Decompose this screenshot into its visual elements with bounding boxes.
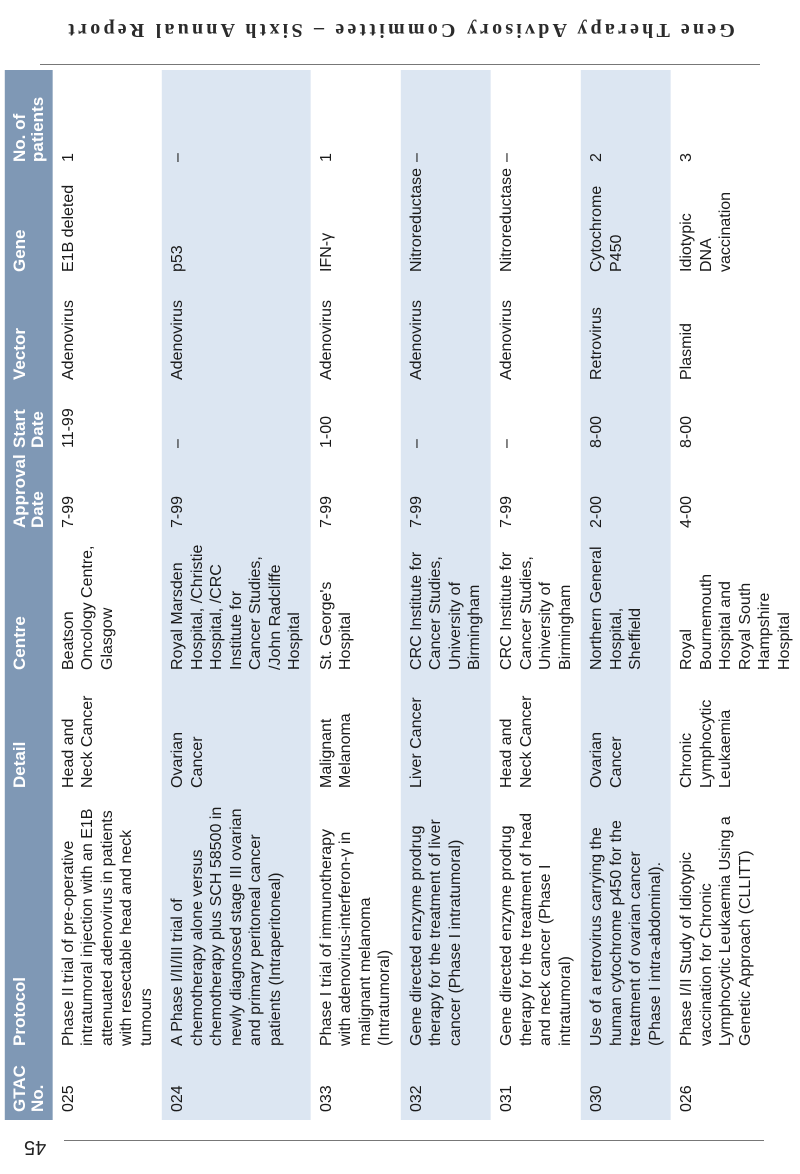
cell-start-date: 8-00 <box>671 388 800 456</box>
cell-protocol: A Phase I/II/III trial of chemotherapy alone versus chemotherapy plus SCH 58500 in newly diagnosed stage III ovarian and primary peritoneal cancer patients (Intraperitoneal) <box>162 796 311 1054</box>
cell-centre: CRC Institute for Cancer Studies, University of Birmingham <box>491 536 581 678</box>
cell-vector: Adenovirus <box>311 280 401 388</box>
header-start-date: Start Date <box>5 388 53 456</box>
cell-gene: Cytochrome P450 <box>581 170 671 280</box>
cell-protocol: Phase I/II Study of Idiotypic vaccination for Chronic Lymphocytic Leukaemia Using a Genetic Approach (CLLITT) <box>671 796 800 1054</box>
table-row <box>401 70 491 1120</box>
cell-detail: Malignant Melanoma <box>311 678 401 796</box>
cell-patients: 3 <box>671 70 800 170</box>
page-number: 45 <box>24 1136 47 1158</box>
cell-detail: Head and Neck Cancer <box>491 678 581 796</box>
cell-gtac-no: 024 <box>162 1054 311 1120</box>
header-patients: No. of patients <box>5 70 53 170</box>
cell-approval-date: 7-99 <box>52 456 162 536</box>
cell-approval-date: 7-99 <box>491 456 581 536</box>
cell-vector: Adenovirus <box>52 280 162 388</box>
cell-gtac-no: 025 <box>52 1054 162 1120</box>
cell-approval-date: 7-99 <box>162 456 311 536</box>
cell-start-date: – <box>401 388 491 456</box>
cell-detail: Ovarian Cancer <box>162 678 311 796</box>
cell-centre: Beatson Oncology Centre, Glasgow <box>52 536 162 678</box>
table-container <box>9 70 800 1120</box>
header-divider <box>40 64 760 65</box>
table-row <box>162 70 311 1120</box>
table-row <box>671 70 800 1120</box>
header-gtac-no: GTAC No. <box>5 1054 53 1120</box>
cell-centre: Northern General Hospital, Sheffield <box>581 536 671 678</box>
cell-gtac-no: 033 <box>311 1054 401 1120</box>
header-protocol: Protocol <box>5 796 53 1054</box>
cell-gene: IFN-γ <box>311 170 401 280</box>
cell-centre: St. George's Hospital <box>311 536 401 678</box>
cell-approval-date: 2-00 <box>581 456 671 536</box>
cell-gene: E1B deleted <box>52 170 162 280</box>
cell-detail: Chronic Lymphocytic Leukaemia <box>671 678 800 796</box>
running-header-text: Gene Therapy Advisory Committee – Sixth Annual Report <box>65 19 735 42</box>
header-approval-date: Approval Date <box>5 456 53 536</box>
cell-gene: p53 <box>162 170 311 280</box>
cell-centre: Royal Bournemouth Hospital and Royal South Hampshire Hospital <box>671 536 800 678</box>
running-header <box>0 0 800 60</box>
cell-approval-date: 7-99 <box>311 456 401 536</box>
cell-patients: 2 <box>581 70 671 170</box>
cell-vector: Adenovirus <box>401 280 491 388</box>
cell-patients: 1 <box>311 70 401 170</box>
cell-gtac-no: 026 <box>671 1054 800 1120</box>
cell-centre: Royal Marsden Hospital, /Christie Hospital, /CRC Institute for Cancer Studies, /John Radcliffe Hospital <box>162 536 311 678</box>
cell-vector: Plasmid <box>671 280 800 388</box>
cell-detail: Ovarian Cancer <box>581 678 671 796</box>
cell-protocol: Use of a retrovirus carrying the human cytochrome p450 for the treatment of ovarian cancer (Phase I intra-abdominal). <box>581 796 671 1054</box>
header-vector: Vector <box>5 280 53 388</box>
cell-gene: Idiotypic DNA vaccination <box>671 170 800 280</box>
cell-approval-date: 7-99 <box>401 456 491 536</box>
cell-gtac-no: 031 <box>491 1054 581 1120</box>
table-row <box>311 70 401 1120</box>
cell-protocol: Phase II trial of pre-operative intratumoral injection with an E1B attenuated adenovirus in patients with resectable head and neck tumours <box>52 796 162 1054</box>
footer-divider <box>64 1140 764 1141</box>
cell-start-date: 1-00 <box>311 388 401 456</box>
cell-patients: – <box>491 70 581 170</box>
cell-gene: Nitroreductase <box>491 170 581 280</box>
cell-gene: Nitroreductase <box>401 170 491 280</box>
cell-detail: Head and Neck Cancer <box>52 678 162 796</box>
cell-protocol: Phase I trial of immunotherapy with adenovirus-interferon-γ in malignant melanoma (Intratumoral) <box>311 796 401 1054</box>
cell-protocol: Gene directed enzyme prodrug therapy for the treatment of liver cancer (Phase I intratumoral) <box>401 796 491 1054</box>
table-header-row <box>5 70 53 1120</box>
cell-centre: CRC Institute for Cancer Studies, University of Birmingham <box>401 536 491 678</box>
cell-patients: – <box>401 70 491 170</box>
table-row <box>52 70 162 1120</box>
cell-vector: Retrovirus <box>581 280 671 388</box>
cell-patients: 1 <box>52 70 162 170</box>
cell-start-date: 8-00 <box>581 388 671 456</box>
cell-start-date: 11-99 <box>52 388 162 456</box>
cell-detail: Liver Cancer <box>401 678 491 796</box>
table-row <box>581 70 671 1120</box>
header-detail: Detail <box>5 678 53 796</box>
cell-protocol: Gene directed enzyme prodrug therapy for the treatment of head and neck cancer (Phase I intratumoral) <box>491 796 581 1054</box>
cell-approval-date: 4-00 <box>671 456 800 536</box>
cell-vector: Adenovirus <box>491 280 581 388</box>
header-centre: Centre <box>5 536 53 678</box>
gtac-protocol-table <box>5 70 800 1120</box>
cell-patients: – <box>162 70 311 170</box>
cell-start-date: – <box>162 388 311 456</box>
cell-gtac-no: 032 <box>401 1054 491 1120</box>
cell-vector: Adenovirus <box>162 280 311 388</box>
cell-gtac-no: 030 <box>581 1054 671 1120</box>
table-row <box>491 70 581 1120</box>
cell-start-date: – <box>491 388 581 456</box>
header-gene: Gene <box>5 170 53 280</box>
